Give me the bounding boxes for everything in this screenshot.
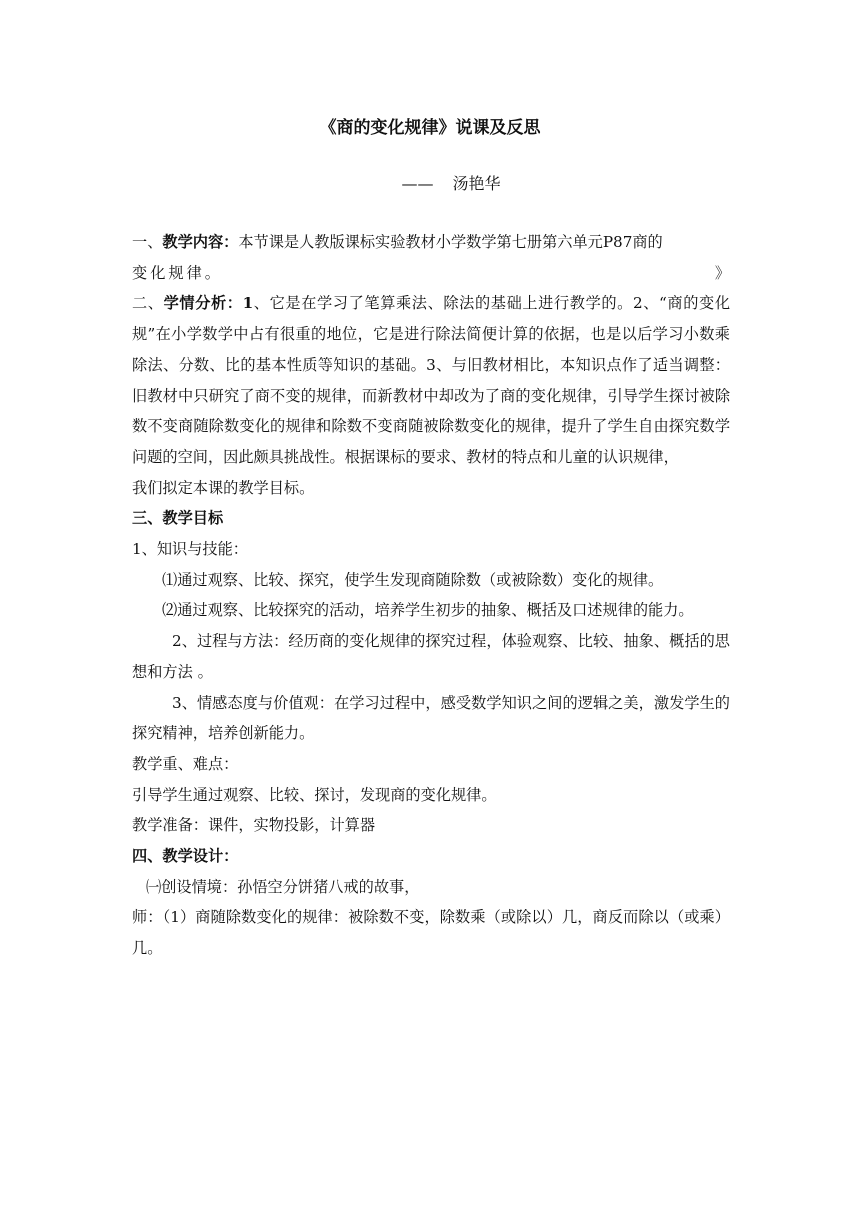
section-2-heading: 学情分析：: [163, 294, 243, 313]
section-1-cont-text: 变化规律。: [132, 263, 223, 282]
section-2-paragraph: [132, 288, 730, 472]
section-2-label: 二、: [132, 294, 164, 313]
goal-3: 3、情感态度与价值观：在学习过程中，感受数学知识之间的逻辑之美，激发学生的探究精神，培养创新能力。: [132, 693, 730, 743]
section-2-number: 1: [242, 294, 254, 313]
section-1-continuation: [132, 258, 730, 289]
section-1-mark: 》: [714, 263, 730, 282]
section-2-end: 我们拟定本课的教学目标。: [132, 478, 315, 497]
section-2-text: 、它是在学习了笔算乘法、除法的基础上进行教学的。2、“商的变化规”在小学数学中占有很重的地位，它是进行除法简便计算的依据，也是以后学习小数乘除法、分数、比的基本性质等知识的基础。3、与旧教材相比，本知识点作了适当调整：旧教材中只研究了商不变的规律，而新教材中却改为了商的变化规律，引导学生探讨被除数不变商随除数变化的规律和除数不变商随被除数变化的规律，提升了学生自由探究数学问题的空间，因此颇具挑战性。根据课标的要求、教材的特点和儿童的认识规律，: [132, 294, 731, 466]
section-1-label: 一、: [132, 233, 163, 251]
design-step-1: ㈠创设情境：孙悟空分饼猪八戒的故事，: [146, 877, 420, 896]
preparation: 教学准备：课件，实物投影，计算器: [132, 816, 375, 835]
section-1-heading: 教学内容：: [162, 233, 239, 251]
design-step-2: 师：（1）商随除数变化的规律：被除数不变，除数乘（或除以）几，商反而除以（或乘）几。: [132, 908, 730, 958]
goal-1-item-a: ⑴通过观察、比较、探究，使学生发现商随除数（或被除数）变化的规律。: [162, 570, 664, 589]
key-points-text: 引导学生通过观察、比较、探讨，发现商的变化规律。: [132, 785, 497, 804]
author-line: [0, 170, 860, 198]
section-4-heading: 四、教学设计：: [132, 847, 239, 866]
section-1-paragraph: [132, 227, 730, 258]
section-1-text: 本节课是人教版课标实验教材小学数学第七册第六单元P87商的: [238, 233, 663, 251]
goal-2: 2、过程与方法：经历商的变化规律的探究过程，体验观察、比较、抽象、概括的思想和方法 。: [132, 632, 730, 681]
key-points-label: 教学重、难点：: [132, 754, 239, 773]
document-body: [132, 227, 730, 964]
author-name: 汤艳华: [452, 174, 501, 193]
section-3-heading: 三、教学目标: [132, 509, 224, 528]
author-dash: ——: [401, 174, 434, 193]
document-title: 《商的变化规律》说课及反思: [319, 118, 541, 138]
goal-1-label: 1、知识与技能：: [132, 540, 248, 559]
goal-1-item-b: ⑵通过观察、比较探究的活动，培养学生初步的抽象、概括及口述规律的能力。: [162, 601, 694, 620]
